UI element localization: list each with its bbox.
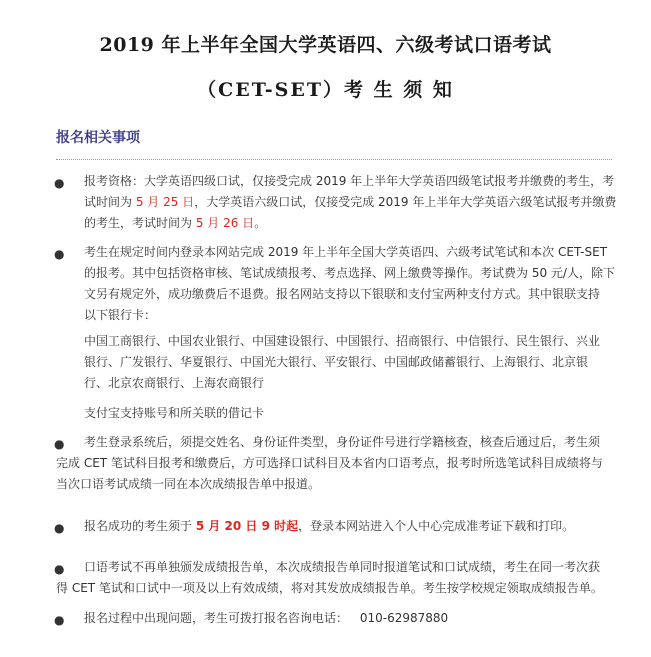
text-fragment: 。 (254, 216, 267, 230)
text-fragment: 试时间为 (84, 195, 136, 209)
bank-list-line2: 银行、广发银行、华夏银行、中国光大银行、平安银行、中国邮政储蓄银行、上海银行、北京银 (84, 355, 589, 369)
hotline-text: 报名过程中出现问题，考生可拨打报名咨询电话： (84, 611, 349, 625)
bullet-icon: ● (54, 437, 65, 451)
hotline-item (84, 608, 624, 629)
text-fragment: 报名成功的考生须于 (84, 519, 196, 533)
dotted-divider (56, 159, 612, 160)
registration-line4: 以下银行卡： (84, 308, 157, 322)
eligibility-line3 (84, 213, 624, 234)
bullet-icon: ● (54, 176, 65, 190)
registration-item (84, 242, 624, 326)
registration-line3: 文另有规定外，成功缴费后不退费。报名网站支持以下银联和支付宝两种支付方式。其中银联支持 (84, 287, 601, 301)
registration-line2: 的报考。其中包括资格审核、笔试成绩报考、考点选择、网上缴费等操作。考试费为 50 元/人，除下 (84, 266, 615, 280)
ticket-download-date: 5 月 20 日 9 时起 (195, 519, 299, 533)
alipay-note: 支付宝支持账号和所关联的借记卡 (84, 406, 265, 420)
eligibility-item (84, 171, 624, 234)
hotline-phone: 010-62987880 (359, 611, 449, 625)
report-item (56, 557, 626, 578)
text-fragment: ，登录本网站进入个人中心完成准考证下载和打印。 (298, 519, 575, 533)
text-fragment: ，大学英语六级口试，仅接受完成 2019 年上半年大学英语六级笔试报考并缴费 (194, 195, 617, 209)
bullet-icon: ● (54, 521, 65, 535)
section-title: 报名相关事项 (56, 130, 140, 146)
verification-line1: 考生登录系统后，须提交姓名、身份证件类型，身份证件号进行学籍核查，核查后通过后，考生须 (84, 435, 601, 449)
report-line1: 口语考试不再单独颁发成绩报告单，本次成绩报告单同时报道笔试和口试成绩，考生在同一考次获 (84, 560, 601, 574)
eligibility-line2 (84, 192, 624, 213)
ticket-item (84, 516, 624, 537)
bullet-icon: ● (54, 613, 65, 627)
report-item-cont (56, 578, 626, 599)
bank-list-line1: 中国工商银行、中国农业银行、中国建设银行、中国银行、招商银行、中信银行、民生银行、兴业 (84, 334, 601, 348)
verification-line3: 当次口语考试成绩一同在本次成绩报告单中报道。 (56, 477, 321, 491)
cet6-exam-date: 5 月 26 日 (195, 216, 255, 230)
bank-list (84, 331, 624, 394)
report-line2: 得 CET 笔试和口试中一项及以上有效成绩，将对其发放成绩报告单。考生按学校规定领取成绩报告单。 (56, 581, 603, 595)
text-fragment: 的考生，考试时间为 (84, 216, 196, 230)
verification-item-cont (56, 453, 626, 495)
bullet-icon: ● (54, 247, 65, 261)
cet4-exam-date: 5 月 25 日 (135, 195, 195, 209)
bullet-icon: ● (54, 562, 65, 576)
eligibility-line1: 报考资格：大学英语四级口试，仅接受完成 2019 年上半年大学英语四级笔试报考并缴费的考生，考 (84, 174, 615, 188)
verification-line2: 完成 CET 笔试科目报考和缴费后，方可选择口试科目及本省内口语考点，报考时所选笔试科目成绩将与 (56, 456, 603, 470)
page-title-line2: （CET-SET）考 生 须 知 (197, 79, 454, 101)
page-title-line1: 2019 年上半年全国大学英语四、六级考试口语考试 (99, 34, 552, 56)
verification-item (56, 432, 626, 453)
bank-list-line3: 行、北京农商银行、上海农商银行 (84, 376, 265, 390)
registration-line1: 考生在规定时间内登录本网站完成 2019 年上半年全国大学英语四、六级考试笔试和本次 CET-SET (84, 245, 608, 259)
